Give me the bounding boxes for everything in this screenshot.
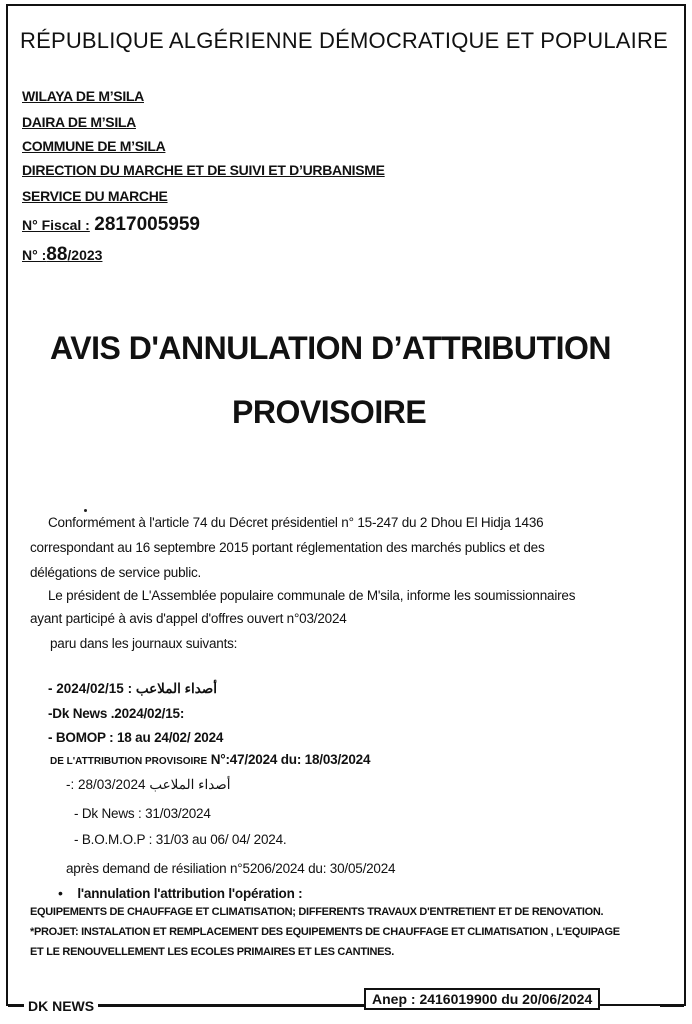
notice-title-line2: PROVISOIRE — [232, 394, 427, 430]
body-p1-line2: correspondant au 16 septembre 2015 portant réglementation des marchés publics et des — [30, 540, 545, 555]
number-label: N° : — [22, 247, 47, 263]
publication-item-6: - B.O.M.O.P : 31/03 au 06/ 04/ 2024. — [74, 832, 287, 847]
number-year: /2023 — [67, 247, 103, 263]
fiscal-label: N° Fiscal : — [22, 217, 90, 233]
operation-line2: *PROJET: INSTALATION ET REMPLACEMENT DES EQUIPEMENTS DE CHAUFFAGE ET CLIMATISATION , L'EQUIPAGE — [30, 926, 620, 938]
attribution-label: DE L'ATTRIBUTION PROVISOIRE — [50, 756, 208, 767]
notice-frame — [6, 4, 686, 1006]
operation-line1: EQUIPEMENTS DE CHAUFFAGE ET CLIMATISATION; DIFFERENTS TRAVAUX D'ENTRETIENT ET DE RENOVATION. — [30, 906, 604, 918]
body-p2-line3: paru dans les journaux suivants: — [50, 636, 238, 651]
attribution-value: N°:47/2024 du: 18/03/2024 — [207, 752, 371, 767]
publication-item-1: - أصداء الملاعب : 2024/02/15 — [48, 681, 218, 696]
daira-line: DAIRA DE M’SILA — [22, 114, 136, 130]
fiscal-number — [22, 214, 200, 236]
operation-label: l'annulation l'attribution l'opération : — [77, 886, 303, 901]
publication-item-5: - Dk News : 31/03/2024 — [74, 806, 211, 821]
service-line: SERVICE DU MARCHE — [22, 188, 168, 204]
number-value: 88 — [46, 244, 68, 265]
attribution-reference — [50, 751, 370, 769]
publication-item-4: -: أصداء الملاعب 28/03/2024 — [66, 777, 231, 792]
resiliation-line: après demand de résiliation n°5206/2024 du: 30/05/2024 — [66, 861, 396, 876]
footer-rule-right — [660, 1005, 684, 1007]
commune-line: COMMUNE DE M’SILA — [22, 138, 166, 154]
notice-number — [22, 244, 102, 266]
republic-heading: RÉPUBLIQUE ALGÉRIENNE DÉMOCRATIQUE ET POPULAIRE — [20, 28, 668, 53]
operation-heading — [58, 885, 302, 903]
direction-line: DIRECTION DU MARCHE ET DE SUIVI ET D’URBANISME — [22, 162, 385, 178]
footer-source: DK NEWS — [24, 998, 98, 1014]
bullet-icon: • — [58, 885, 63, 901]
operation-line3: ET LE RENOUVELLEMENT LES ECOLES PRIMAIRES ET LES CANTINES. — [30, 946, 394, 958]
publication-item-2: -Dk News .2024/02/15: — [48, 706, 185, 721]
print-speck — [84, 509, 87, 512]
fiscal-value: 2817005959 — [94, 214, 200, 235]
body-p1-line3: délégations de service public. — [30, 565, 202, 580]
notice-title-line1: AVIS D'ANNULATION D’ATTRIBUTION — [50, 330, 611, 366]
body-p2-line2: ayant participé à avis d'appel d'offres ouvert n°03/2024 — [30, 611, 347, 626]
publication-item-3: - BOMOP : 18 au 24/02/ 2024 — [48, 730, 224, 745]
wilaya-line: WILAYA DE M’SILA — [22, 88, 144, 104]
anep-reference: Anep : 2416019900 du 20/06/2024 — [364, 988, 600, 1010]
body-p2-line1: Le président de L'Assemblée populaire communale de M'sila, informe les soumissionnaires — [48, 588, 576, 603]
body-p1-line1: Conformément à l'article 74 du Décret présidentiel n° 15-247 du 2 Dhou El Hidja 1436 — [48, 515, 544, 530]
